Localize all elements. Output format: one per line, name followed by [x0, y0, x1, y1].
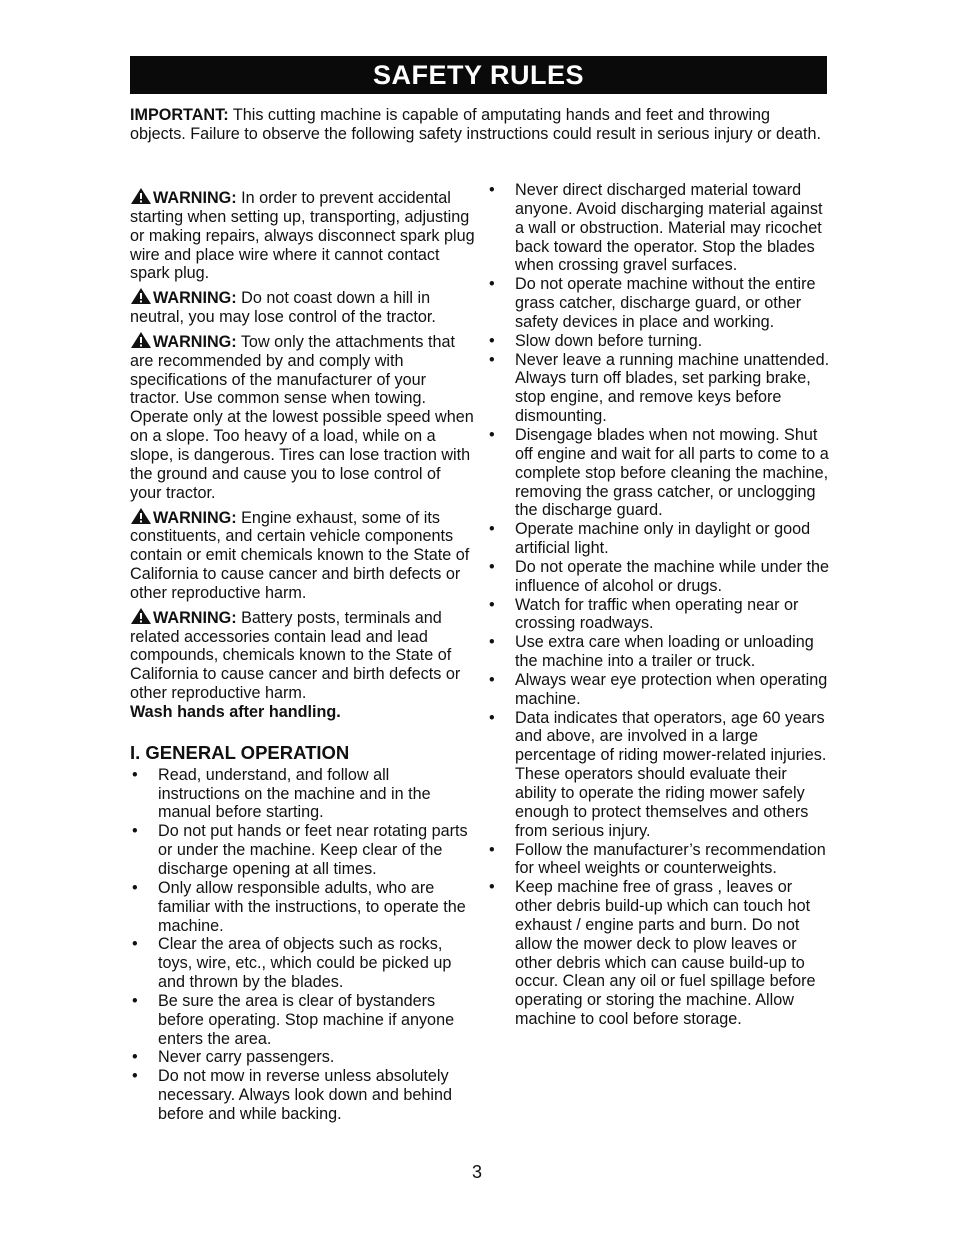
page-number: 3	[471, 1162, 482, 1182]
list-item: • Never direct discharged material toward anyone. Avoid discharging material against a wall or obstruction. Material may ricochet back toward the operator. Stop the blades when crossing gravel surfaces.	[489, 181, 823, 275]
list-item: • Do not put hands or feet near rotating parts or under the machine. Keep clear of the discharge opening at all times.	[132, 822, 468, 878]
warning-triangle-icon	[130, 187, 152, 205]
right-column	[487, 181, 832, 1029]
list-item: • Never leave a running machine unattended. Always turn off blades, set parking brake, stop engine, and remove keys before dismounting.	[489, 350, 830, 426]
warning-label: WARNING:	[153, 508, 237, 527]
list-item: • Watch for traffic when operating near or crossing roadways.	[489, 595, 799, 633]
bullet-icon: •	[489, 670, 495, 689]
warning-coast-hill	[130, 287, 475, 327]
list-item: • Do not operate machine without the entire grass catcher, discharge guard, or other safety devices in place and working.	[489, 275, 816, 331]
bullet-icon: •	[489, 331, 495, 350]
general-operation-list-left	[130, 766, 475, 1124]
list-item: • Data indicates that operators, age 60 years and above, are involved in a large percentage of riding mower-related injuries. These operators should evaluate their ability to operate the riding mower safely enough to protect themselves and others from serious injury.	[489, 708, 827, 840]
warning-triangle-icon	[130, 287, 152, 305]
warning-spark-plug	[130, 187, 475, 283]
warning-text: Battery posts, terminals and related accessories contain lead and lead compounds, chemicals known to the State of California to cause cancer and birth defects or other reproductive harm.	[130, 608, 461, 703]
warning-label: WARNING:	[153, 608, 237, 627]
bullet-icon: •	[489, 520, 495, 539]
warning-text: Engine exhaust, some of its constituents, and certain vehicle components contain or emit chemicals known to the State of California to cause cancer and birth defects or other reproductive harm.	[130, 508, 470, 602]
warning-triangle-icon	[130, 507, 152, 525]
left-column	[130, 187, 475, 1124]
list-item: • Read, understand, and follow all instructions on the machine and in the manual before starting.	[132, 765, 431, 822]
list-item: • Follow the manufacturer’s recommendation for wheel weights or counterweights.	[489, 840, 826, 878]
list-item: • Only allow responsible adults, who are familiar with the instructions, to operate the machine.	[132, 878, 466, 935]
bullet-icon: •	[489, 595, 495, 614]
bullet-icon: •	[132, 765, 138, 784]
list-item: • Clear the area of objects such as rocks, toys, wire, etc., which could be picked up and thrown by the blades.	[132, 935, 452, 992]
warning-text: In order to prevent accidental starting when setting up, transporting, adjusting or making repairs, always disconnect spark plug wire and place wire where it cannot contact spark plug.	[130, 189, 475, 283]
list-item: • Be sure the area is clear of bystanders before operating. Stop machine if anyone enters the area.	[132, 991, 455, 1048]
warning-towing	[130, 331, 475, 503]
warning-label: WARNING:	[153, 289, 237, 308]
bullet-icon: •	[489, 425, 495, 444]
warning-label: WARNING:	[153, 332, 237, 351]
list-item: • Never carry passengers.	[132, 1048, 335, 1067]
list-item: • Keep machine free of grass , leaves or other debris build-up which can touch hot exhaust / engine parts and burn. Do not allow the mower deck to plow leaves or other debris which can cause build-up to occur. Clean any oil or fuel spillage before operating or storing the machine. Allow machine to cool before storage.	[489, 878, 816, 1029]
general-operation-list-right	[487, 181, 832, 1029]
important-label: IMPORTANT:	[130, 106, 229, 124]
warning-triangle-icon	[130, 607, 152, 625]
page-title: SAFETY RULES	[372, 60, 585, 90]
list-item: • Always wear eye protection when operating machine.	[489, 670, 828, 708]
warning-label: WARNING:	[153, 189, 237, 207]
bullet-icon: •	[132, 878, 138, 897]
list-item: • Do not mow in reverse unless absolutely necessary. Always look down and behind before and while backing.	[132, 1067, 452, 1123]
bullet-icon: •	[489, 633, 495, 652]
warning-text: Do not coast down a hill in neutral, you may lose control of the tractor.	[130, 289, 436, 327]
warning-battery	[130, 607, 475, 722]
bullet-icon: •	[132, 1048, 138, 1067]
bullet-icon: •	[132, 935, 138, 954]
bullet-icon: •	[489, 350, 495, 369]
list-item: • Operate machine only in daylight or good artificial light.	[489, 520, 811, 558]
section-title-bar	[130, 56, 827, 94]
bullet-icon: •	[489, 878, 495, 897]
bullet-icon: •	[132, 991, 138, 1010]
section-heading-general-operation: I. GENERAL OPERATION	[130, 741, 350, 763]
list-item: • Do not operate the machine while under the influence of alcohol or drugs.	[489, 557, 830, 595]
bullet-icon: •	[489, 181, 495, 199]
warning-engine-exhaust	[130, 507, 475, 603]
list-item: • Disengage blades when not mowing. Shut off engine and wait for all parts to come to a complete stop before cleaning the machine, removing the grass catcher, or unclogging the discharge guard.	[489, 425, 829, 520]
important-text: This cutting machine is capable of amputating hands and feet and throwing objects. Failure to observe the following safety instructions could result in serious injury or death.	[130, 106, 822, 143]
list-item: • Use extra care when loading or unloading the machine into a trailer or truck.	[489, 633, 814, 671]
list-item: • Slow down before turning.	[489, 331, 703, 350]
bullet-icon: •	[132, 822, 138, 841]
warning-text: Tow only the attachments that are recommended by and comply with specifications of the manufacturer of your tractor. Use common sense when towing. Operate only at the lowest possible speed when on a slope. Too heavy of a load, while on a slope, is dangerous. Tires can lose traction with the ground and cause you to lose control of your tractor.	[130, 332, 474, 502]
bullet-icon: •	[489, 708, 495, 727]
wash-hands-note: Wash hands after handling.	[130, 702, 341, 721]
important-notice	[130, 106, 830, 144]
bullet-icon: •	[489, 840, 495, 859]
bullet-icon: •	[132, 1067, 138, 1086]
bullet-icon: •	[489, 557, 495, 576]
warning-triangle-icon	[130, 331, 152, 349]
bullet-icon: •	[489, 275, 495, 294]
